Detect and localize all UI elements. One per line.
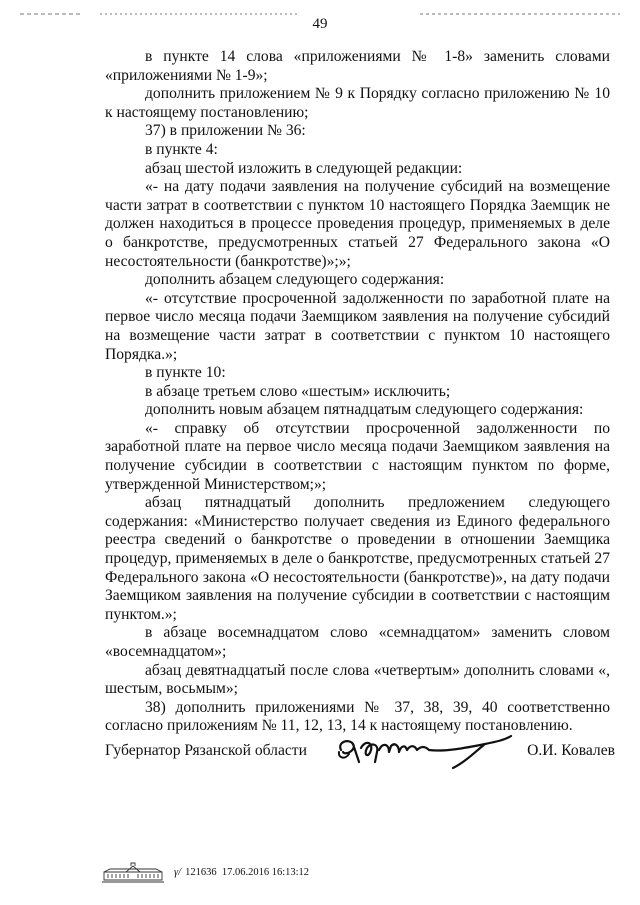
document-body <box>105 48 610 736</box>
page-number: 49 <box>312 16 328 32</box>
signature-block <box>105 732 615 772</box>
paragraph: дополнить приложением № 9 к Порядку согласно приложению № 10 к настоящему постановлению; <box>105 85 610 121</box>
doc-id: 121636 <box>185 867 217 878</box>
paragraph: в абзаце третьем слово «шестым» исключить; <box>145 382 451 400</box>
paragraph: «- отсутствие просроченной задолженности по заработной плате на первое число месяца подачи Заемщиком заявления на получение субсидий на возмещение части затрат в соответствии с пунктом 10 настоящего Порядка.»; <box>105 289 610 363</box>
document-registration-mark <box>174 867 309 878</box>
paragraph: в пункте 4: <box>145 140 218 158</box>
handwritten-signature <box>335 732 515 772</box>
doc-datetime: 17.06.2016 16:13:12 <box>221 867 310 878</box>
paragraph: 37) в приложении № 36: <box>145 122 306 140</box>
paragraph: дополнить абзацем следующего содержания: <box>145 271 445 289</box>
paragraph: в пункте 10: <box>145 364 226 382</box>
signatory-title: Губернатор Рязанской области <box>105 742 307 759</box>
paragraph: абзац пятнадцатый дополнить предложением следующего содержания: «Министерство получает сведения из Единого федерального реестра сведений о банкротстве о проведении в отношении Заемщика процедур, применяемых в деле о банкротстве, предусмотренных статьей 27 Федерального закона «О несостоятельности (банкротстве)», на дату подачи Заемщиком заявления на получение субсидии в соответствии с настоящим пунктом.»; <box>105 494 610 623</box>
paragraph: 38) дополнить приложениями № 37, 38, 39, 40 соответственно согласно приложениям № 11, 12, 13, 14 к настоящему постановлению. <box>105 698 610 735</box>
paragraph: в пункте 14 слова «приложениями № 1-8» заменить словами «приложениями № 1-9»; <box>105 48 610 84</box>
paragraph: в абзаце восемнадцатом слово «семнадцатом» заменить словом «восемнадцатом»; <box>105 624 610 660</box>
paragraph: «- на дату подачи заявления на получение субсидий на возмещение части затрат в соответствии с пунктом 10 настоящего Порядка Заемщик не должен находиться в процессе проведения процедур, применяемых в деле о банкротстве, предусмотренных статьей 27 Федерального закона «О несостоятельности (банкротстве)»;»; <box>105 178 610 270</box>
registration-stamp <box>100 862 400 884</box>
paragraph: абзац девятнадцатый после слова «четвертым» дополнить словами «, шестым, восьмым»; <box>105 661 610 698</box>
signatory-name: О.И. Ковалев <box>527 742 615 759</box>
paragraph: абзац шестой изложить в следующей редакции: <box>145 159 463 177</box>
paragraph: дополнить новым абзацем пятнадцатым следующего содержания: <box>145 401 584 419</box>
government-building-icon <box>100 862 166 884</box>
paragraph: «- справку об отсутствии просроченной задолженности по заработной плате на первое число месяца подачи Заемщиком заявления на получение субсидии в соответствии с настоящим пунктом по форме, утвержденной Министерством;»; <box>105 419 610 493</box>
document-mark-icon: γ/ <box>174 867 182 878</box>
